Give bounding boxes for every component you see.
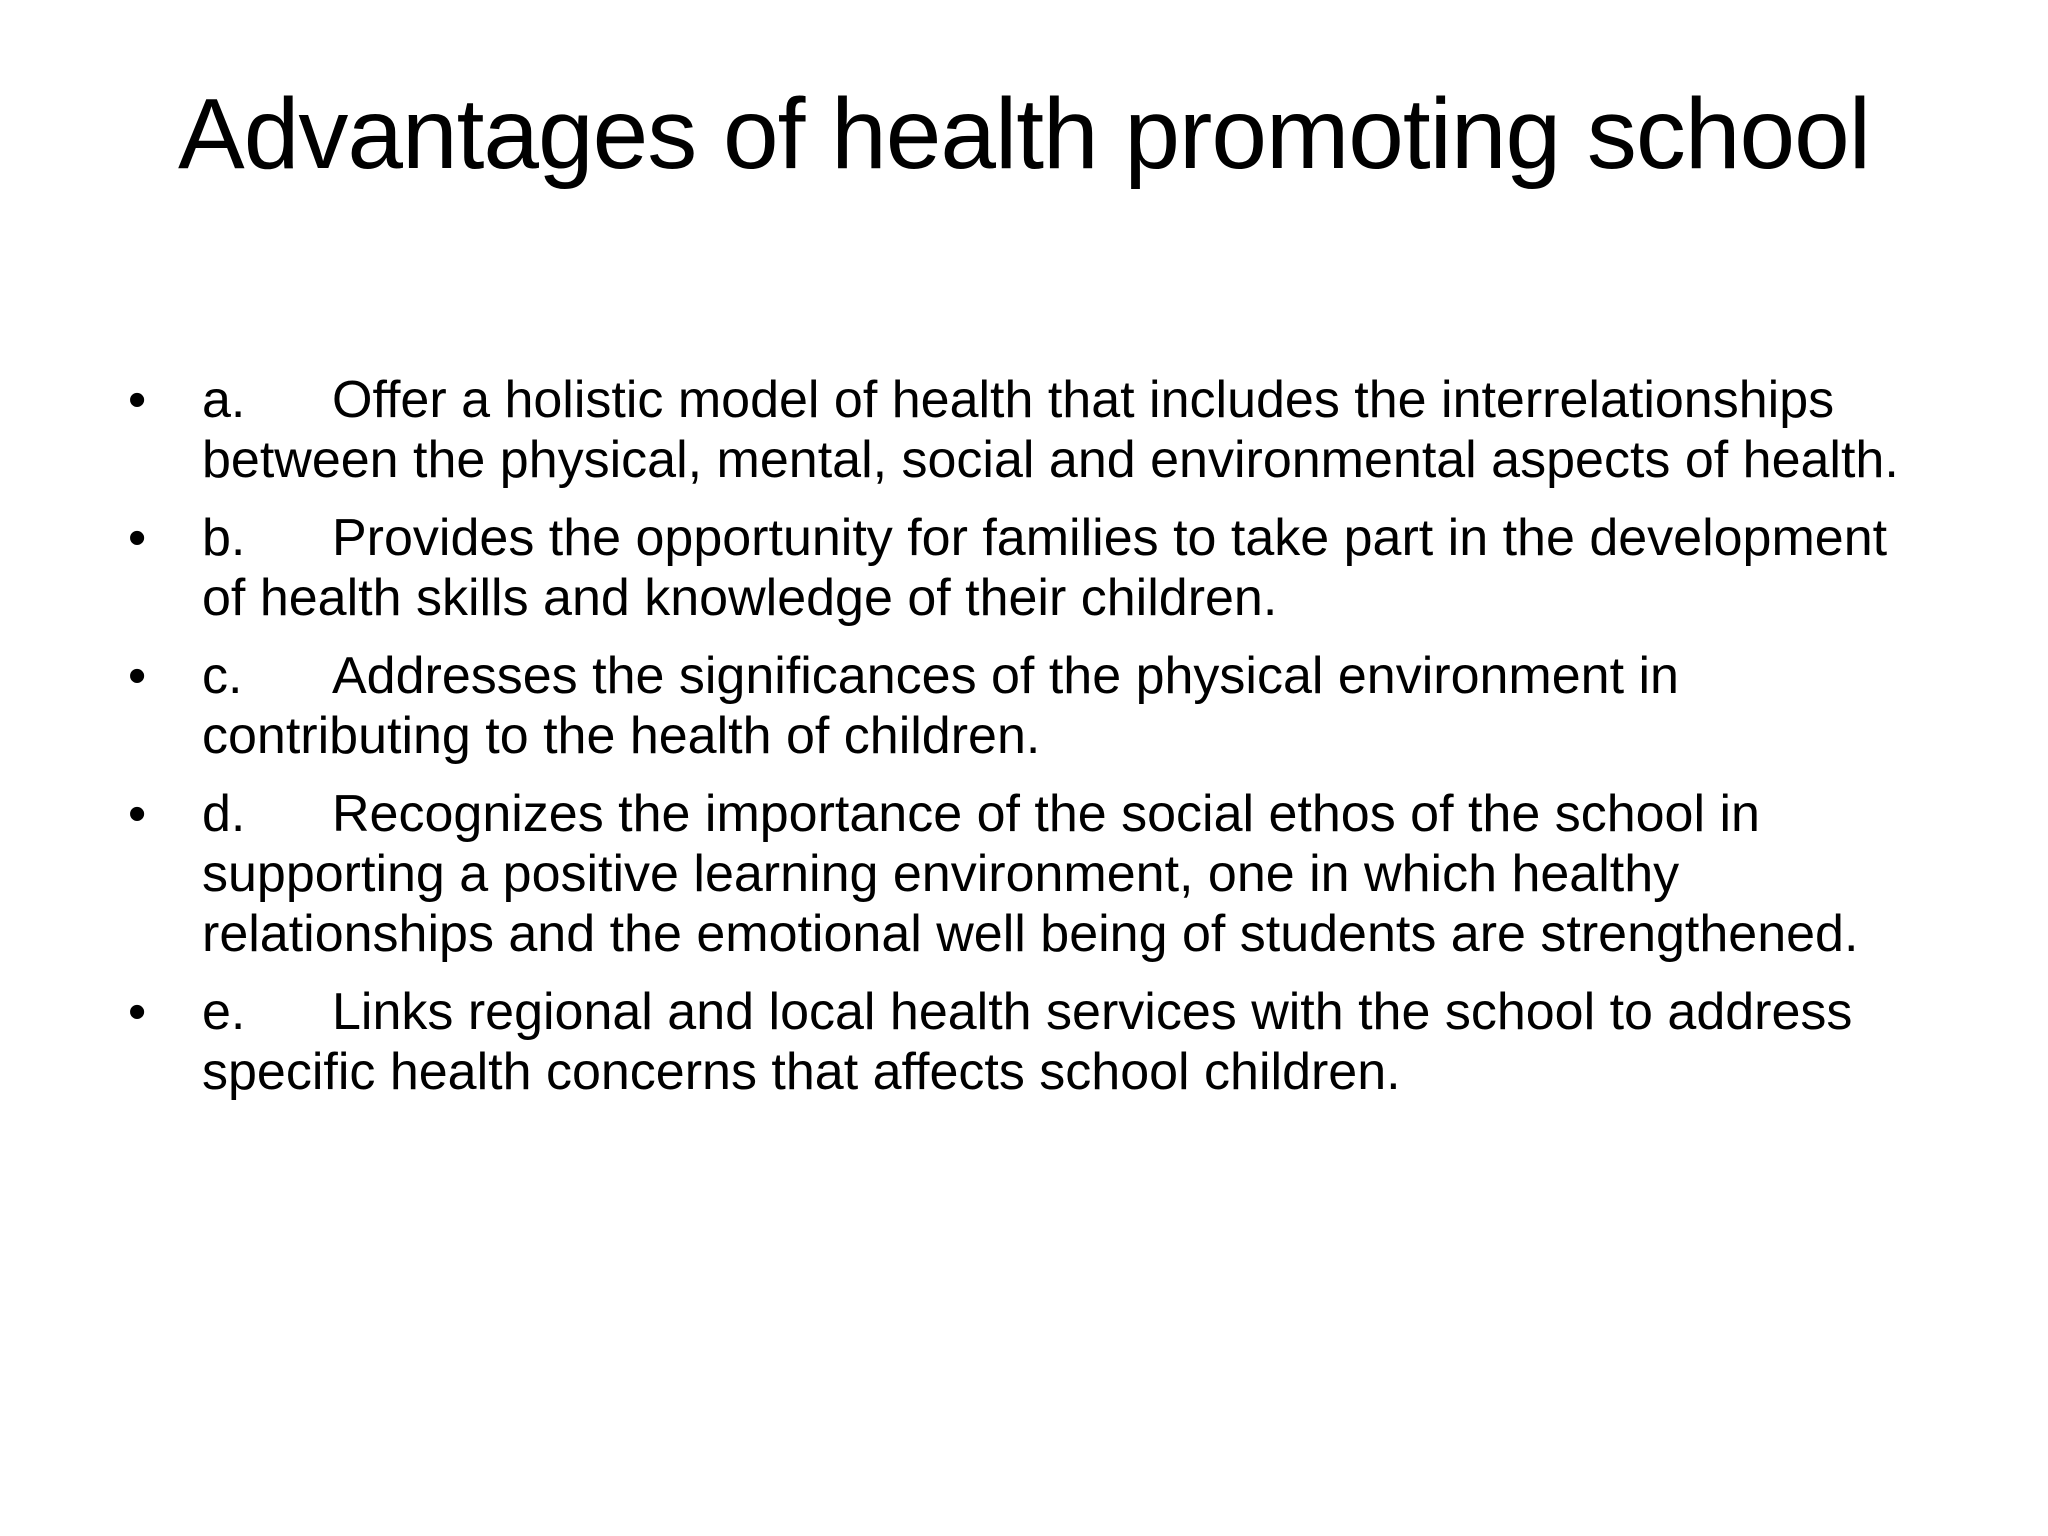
list-item [120,370,1930,490]
bullet-icon: • [128,785,147,843]
list-item [120,784,1930,964]
slide-title: Advantages of health promoting school [178,78,1870,190]
item-text: Provides the opportunity for families to take part in the development of health skills and knowledge of their children. [202,509,1888,627]
item-letter: c. [202,647,243,705]
item-letter: b. [202,509,246,567]
item-letter: e. [202,983,246,1041]
bullet-list [120,370,1930,1120]
list-item [120,982,1930,1102]
bullet-icon: • [128,371,147,429]
item-text: Links regional and local health services with the school to address specific health concerns that affects school children. [202,983,1853,1101]
bullet-icon: • [128,983,147,1041]
item-text: Offer a holistic model of health that includes the interrelationships between the physical, mental, social and environmental aspects of health. [202,371,1899,489]
bullet-icon: • [128,647,147,705]
item-letter: d. [202,785,246,843]
list-item [120,646,1930,766]
item-text: Recognizes the importance of the social ethos of the school in supporting a positive learning environment, one in which healthy relationships and the emotional well being of students are strengthened. [202,785,1859,963]
item-text: Addresses the significances of the physical environment in contributing to the health of children. [202,647,1679,765]
item-letter: a. [202,371,246,429]
bullet-icon: • [128,509,147,567]
list-item [120,508,1930,628]
